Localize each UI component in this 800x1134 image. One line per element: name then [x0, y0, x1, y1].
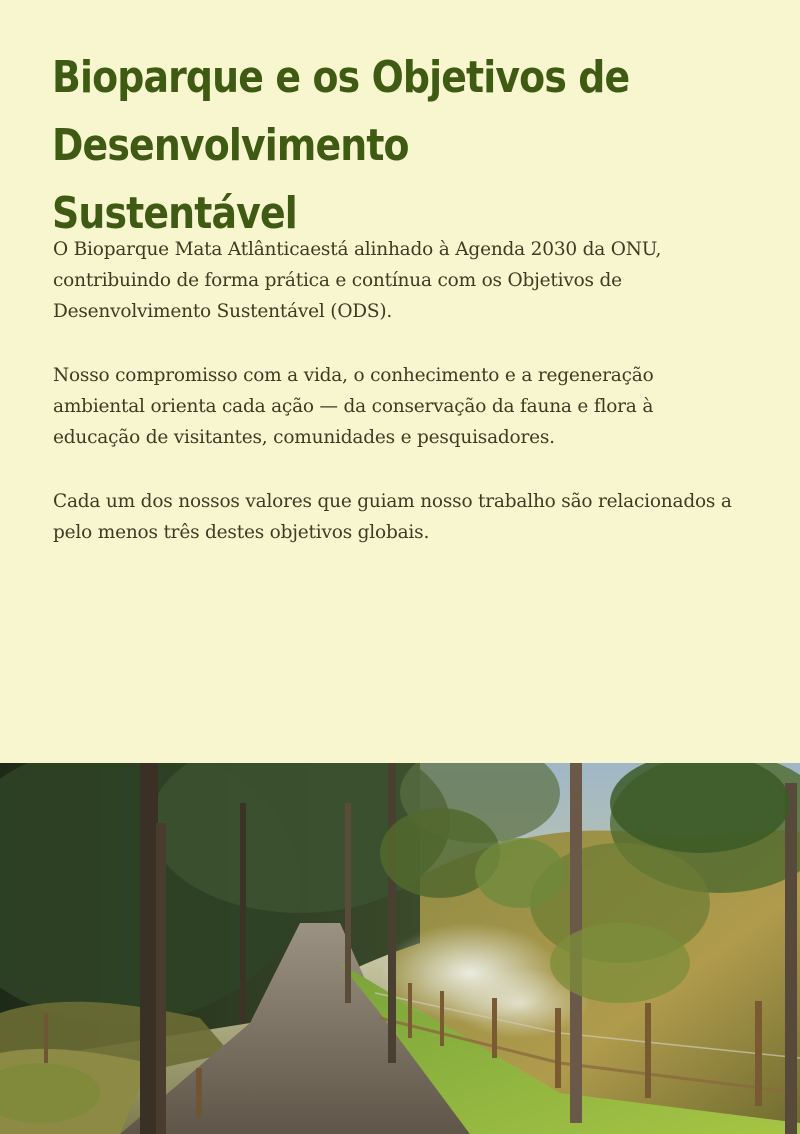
- body-text: [53, 234, 743, 581]
- page-title-line-1: Bioparque e os Objetivos de: [52, 52, 630, 103]
- page-title: [52, 44, 654, 248]
- forest-trail-photo: [0, 763, 800, 1134]
- paragraph-3: Cada um dos nossos valores que guiam nosso trabalho são relacionados a pelo menos três destes objetivos globais.: [53, 491, 732, 543]
- page-title-line-2: Desenvolvimento Sustentável: [52, 120, 409, 239]
- paragraph-2: Nosso compromisso com a vida, o conhecimento e a regeneração ambiental orienta cada ação — da conservação da fauna e flora à educação de visitantes, comunidades e pesquisadores.: [53, 365, 654, 448]
- paragraph-1: O Bioparque Mata Atlânticaestá alinhado à Agenda 2030 da ONU, contribuindo de forma prática e contínua com os Objetivos de Desenvolvimento Sustentável (ODS).: [53, 239, 662, 322]
